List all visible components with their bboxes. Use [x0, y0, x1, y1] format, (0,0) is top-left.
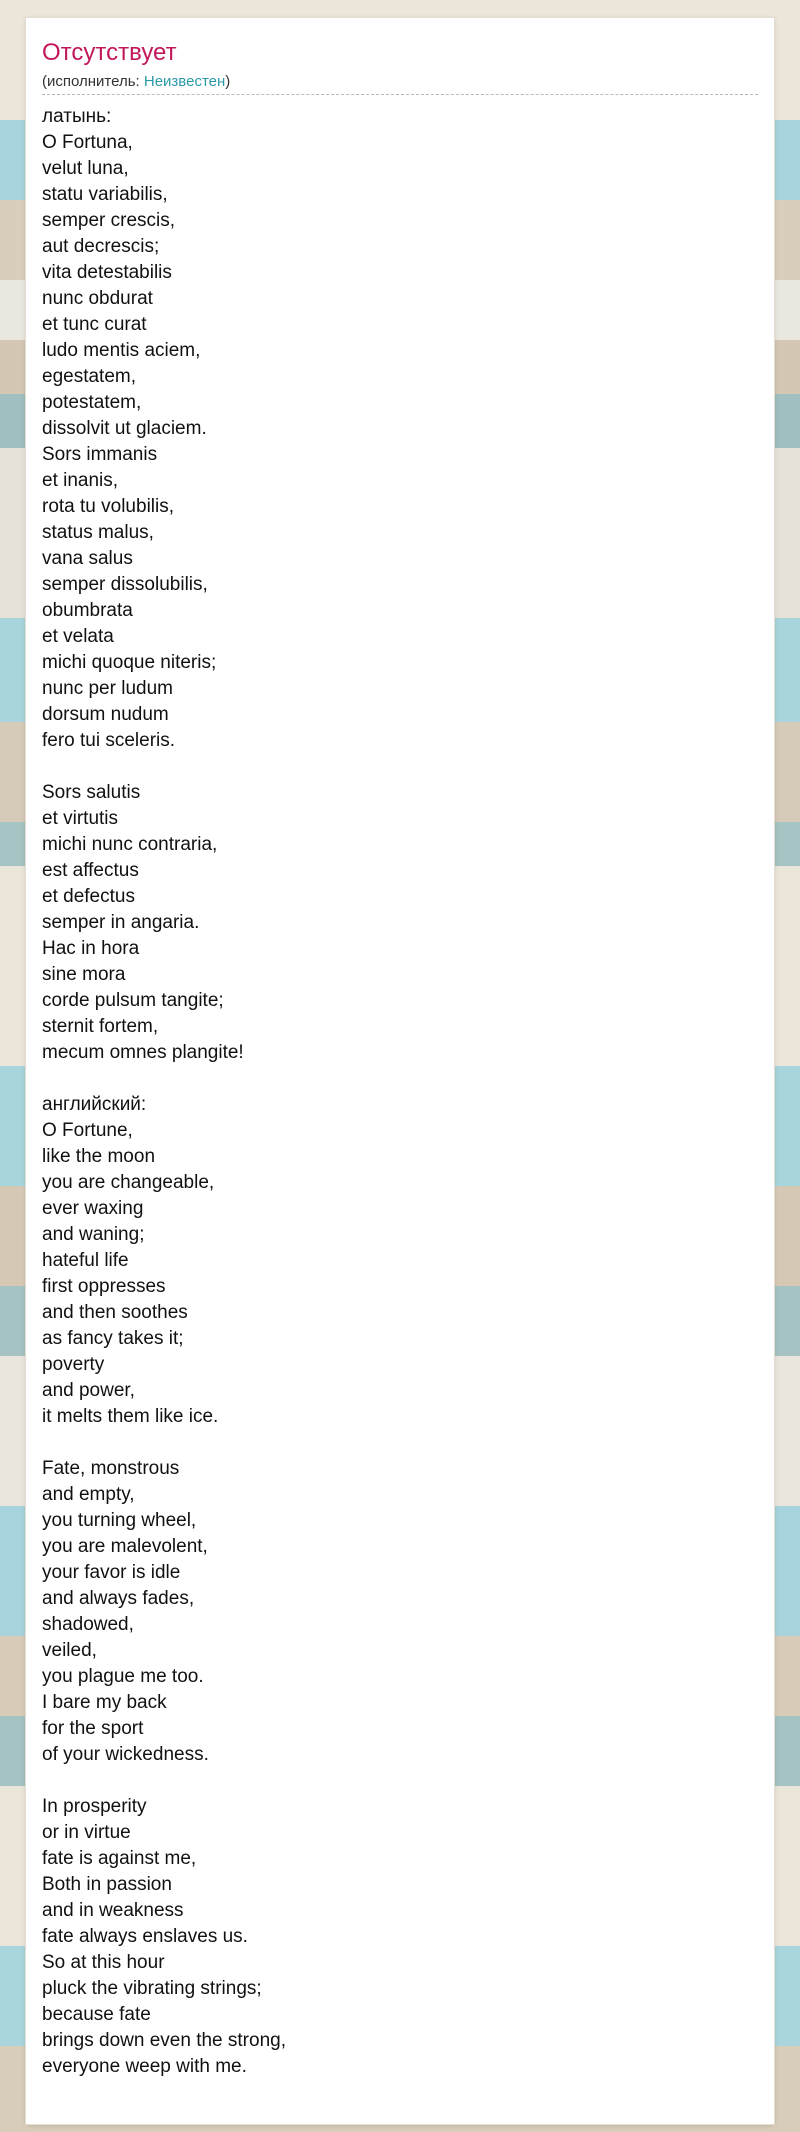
artist-link[interactable]: Неизвестен: [143, 73, 226, 90]
lyric-line: because fate: [42, 2004, 151, 2025]
artist-line: [42, 72, 230, 92]
title-divider: [42, 94, 758, 95]
lyric-line: et velata: [42, 626, 114, 647]
lyric-line: first oppresses: [42, 1276, 166, 1297]
lyric-line: obumbrata: [42, 600, 133, 621]
lyric-line: you plague me too.: [42, 1666, 204, 1687]
lyric-line: dissolvit ut glaciem.: [42, 418, 207, 439]
lyric-line: as fancy takes it;: [42, 1328, 184, 1349]
lyric-line: латынь:: [42, 106, 112, 127]
artist-suffix: ): [225, 73, 231, 90]
lyric-line: et virtutis: [42, 808, 119, 829]
lyric-line: or in virtue: [42, 1822, 131, 1843]
lyric-line: semper dissolubilis,: [42, 574, 208, 595]
lyric-line: status malus,: [42, 522, 154, 543]
lyric-line: O Fortune,: [42, 1120, 133, 1141]
lyric-line: michi quoque niteris;: [42, 652, 217, 673]
lyric-line: and always fades,: [42, 1588, 195, 1609]
lyric-line: et defectus: [42, 886, 135, 907]
lyrics-text: [42, 104, 758, 2080]
lyric-line: shadowed,: [42, 1614, 134, 1635]
lyric-line: you turning wheel,: [42, 1510, 197, 1531]
artist-prefix: (исполнитель:: [42, 73, 144, 90]
lyric-line: hateful life: [42, 1250, 129, 1271]
lyric-line: dorsum nudum: [42, 704, 169, 725]
lyric-line: of your wickedness.: [42, 1744, 209, 1765]
lyric-line: like the moon: [42, 1146, 156, 1167]
lyric-line: mecum omnes plangite!: [42, 1042, 244, 1063]
lyric-line: Both in passion: [42, 1874, 172, 1895]
lyric-line: [42, 1066, 758, 1092]
lyric-line: et tunc curat: [42, 314, 147, 335]
lyric-line: английский:: [42, 1094, 147, 1115]
lyric-line: velut luna,: [42, 158, 129, 179]
lyric-line: fero tui sceleris.: [42, 730, 176, 751]
lyric-line: you are malevolent,: [42, 1536, 208, 1557]
lyric-line: statu variabilis,: [42, 184, 168, 205]
lyric-line: Sors immanis: [42, 444, 158, 465]
lyric-line: nunc per ludum: [42, 678, 173, 699]
lyric-line: pluck the vibrating strings;: [42, 1978, 262, 1999]
lyric-line: et inanis,: [42, 470, 119, 491]
lyric-line: est affectus: [42, 860, 139, 881]
lyric-line: michi nunc contraria,: [42, 834, 218, 855]
lyric-line: fate is against me,: [42, 1848, 197, 1869]
lyric-line: and empty,: [42, 1484, 135, 1505]
lyric-line: poverty: [42, 1354, 105, 1375]
lyric-line: brings down even the strong,: [42, 2030, 286, 2051]
lyric-line: vita detestabilis: [42, 262, 172, 283]
lyric-line: fate always enslaves us.: [42, 1926, 248, 1947]
lyric-line: nunc obdurat: [42, 288, 153, 309]
lyric-line: semper crescis,: [42, 210, 176, 231]
lyric-line: ludo mentis aciem,: [42, 340, 201, 361]
lyric-line: [42, 754, 758, 780]
lyric-line: corde pulsum tangite;: [42, 990, 224, 1011]
lyric-line: everyone weep with me.: [42, 2056, 247, 2077]
lyric-line: and waning;: [42, 1224, 145, 1245]
lyric-line: your favor is idle: [42, 1562, 181, 1583]
lyric-line: Hac in hora: [42, 938, 140, 959]
lyric-line: Sors salutis: [42, 782, 141, 803]
lyric-line: it melts them like ice.: [42, 1406, 219, 1427]
lyric-line: I bare my back: [42, 1692, 167, 1713]
lyric-line: ever waxing: [42, 1198, 144, 1219]
lyric-line: [42, 1768, 758, 1794]
lyric-line: and power,: [42, 1380, 135, 1401]
lyric-line: O Fortuna,: [42, 132, 133, 153]
lyric-line: So at this hour: [42, 1952, 165, 1973]
lyric-line: and in weakness: [42, 1900, 184, 1921]
lyric-line: veiled,: [42, 1640, 97, 1661]
lyric-line: In prosperity: [42, 1796, 147, 1817]
lyric-line: vana salus: [42, 548, 133, 569]
lyric-line: Fate, monstrous: [42, 1458, 180, 1479]
lyric-line: sternit fortem,: [42, 1016, 159, 1037]
lyrics-card: [26, 18, 774, 2124]
lyric-line: rota tu volubilis,: [42, 496, 175, 517]
lyric-line: for the sport: [42, 1718, 144, 1739]
lyric-line: egestatem,: [42, 366, 136, 387]
lyric-line: you are changeable,: [42, 1172, 215, 1193]
lyric-line: [42, 1430, 758, 1456]
lyric-line: and then soothes: [42, 1302, 188, 1323]
lyric-line: aut decrescis;: [42, 236, 160, 257]
lyric-line: semper in angaria.: [42, 912, 200, 933]
lyric-line: potestatem,: [42, 392, 142, 413]
song-title: Отсутствует: [42, 39, 177, 66]
lyric-line: sine mora: [42, 964, 126, 985]
